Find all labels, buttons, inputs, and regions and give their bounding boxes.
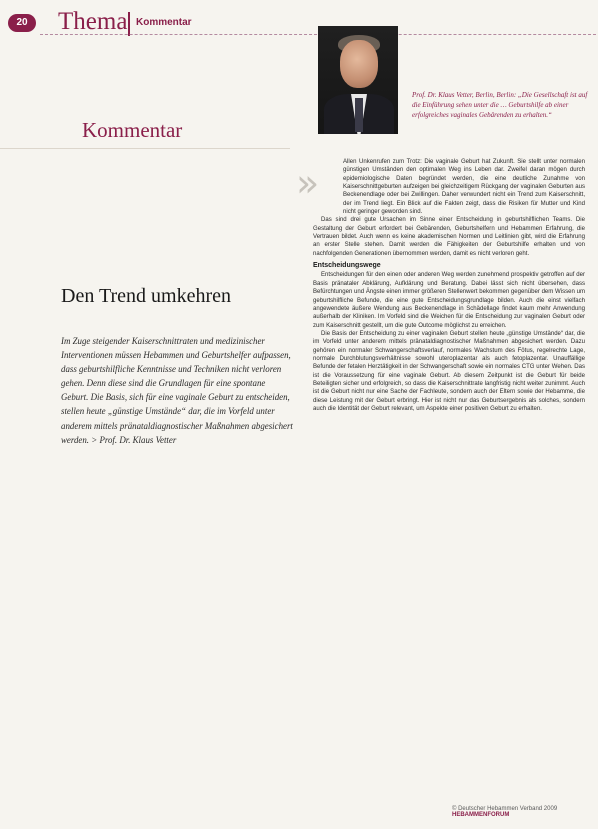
article-body (313, 158, 585, 413)
section-divider (0, 148, 290, 149)
chevron-quote-icon: » (296, 161, 320, 205)
body-paragraph: Die Basis der Entscheidung zu einer vaginalen Geburt stellen heute „günstige Umstände“ dar, die im Vorfeld unter anderem mittels pränataldiagnostischer Maßnahmen abgesichert werden. Dazu gehören ein normaler Schwangerschaftsverlauf, normales Wachstum des Fötus, regelrechte Lage, normale Durchblutungsverhältnisse sowohl uteroplazentar als auch fetoplazentar. Unauffällige Befunde der fetalen Herztätigkeit in der Schwangerschaft sowie ein normales CTG unter Wehen. Das ist die Voraussetzung für eine vaginale Geburt. Ab diesem Zeitpunkt ist die Geburt für beide Beteiligten sicher und erfolgreich, so dass die Kaiserschnittrate langfristig nicht weiter zunimmt. Auch ist die Geburt nicht nur eine Sache der Fachleute, sondern auch der Eltern sowie der Hebamme, die diese Leistung mit der Geburt erbringt. Hier ist nicht nur das Geburtsergebnis als solches, sondern auch die Identität der Geburt relevant, um Aspekte einer positiven Geburt zu erhalten. (313, 330, 585, 412)
body-subheading: Entscheidungswege (313, 262, 381, 270)
article-lead: Im Zuge steigender Kaiserschnittraten und medizinischer Interventionen müssen Hebammen und Geburtshelfer aufpassen, dass geburtshilfliche Kenntnisse und Techniken nicht verloren gehen. Denn diese sind die Grundlagen für eine spontane Geburt. Die Basis, sich für eine vaginale Geburt zu entscheiden, stellen heute „günstige Umstände“ dar, die im Vorfeld unter anderem mittels pränataldiagnostischer Maßnahmen abgesichert werden. > Prof. Dr. Klaus Vetter (61, 336, 293, 445)
footer-brand: HEBAMMENFORUM (452, 812, 510, 818)
page-footer (452, 806, 598, 818)
author-photo (318, 26, 398, 134)
section-label: Kommentar (82, 118, 183, 142)
body-paragraph: Das sind drei gute Ursachen im Sinne einer Entscheidung in geburtshilflichen Teams. Die Gestaltung der Geburt erfordert bei Gebärenden, Geburtshelfern und Hebammen Erfahrung, die Vertrauen bildet. Auch wenn es keine akademischen Normen und Leitlinien gibt, wird die Erfahrung an erster Stelle stehen. Damit werden die Fähigkeiten der Geburtshilfe erhalten und von nachfolgenden Generationen übernommen werden, damit es nicht verloren geht. (313, 217, 585, 257)
photo-caption: Prof. Dr. Klaus Vetter, Berlin, Berlin: „Die Gesellschaft ist auf die Einführung sehen unter die … Geburtshilfe ab einer erfolgreiches vaginales Gebärenden zu erhalten.“ (412, 91, 588, 119)
header-section-label: Kommentar (136, 17, 192, 28)
article-headline: Den Trend umkehren (61, 285, 231, 307)
body-paragraph: Entscheidungen für den einen oder anderen Weg werden zunehmend prospektiv getroffen auf der Basis pränataler Abklärung, Aufklärung und Beratung. Dabei lässt sich nicht übersehen, dass Befürchtungen und Ängste einen immer größeren Stellenwert bekommen gegenüber dem Wissen um geburtshilfliche Befunde, die eine gute Entscheidungsgrundlage bilden. Auch die einst vielfach angewendete äußere Wendung aus Beckenendlage in Schädellage findet kaum mehr Anwendung außerhalb der Kliniken. Im Vorfeld sind die Weichen für die Entscheidung zur vaginalen Geburt oder zum Kaiserschnitt gestellt, um die gute Outcome möglichst zu erreichen. (313, 272, 585, 329)
photo-face (340, 40, 378, 88)
header-title: Thema (58, 8, 128, 35)
photo-tie (355, 98, 363, 132)
page-number-badge: 20 (8, 14, 36, 32)
footer-text: © Deutscher Hebammen Verband 2009 (452, 806, 558, 812)
body-paragraph: Allen Unkenrufen zum Trotz: Die vaginale Geburt hat Zukunft. Sie stellt unter normalen günstigen Umständen den optimalen Weg ins Leben dar. Zweifel daran mögen durch epidemiologische Daten begründet werden, die eine deutliche Zunahme von Kaiserschnittgeburten aufzeigen bei gleichzeitigem Rückgang der vaginalen Geburten aus Beckenendlage oder bei Zwillingen. Daher verwundert nicht ein Trend zum Kaiserschnitt, der im Trend liegt. Ein Blick auf die Fakten zeigt, dass die Risiken für Mutter und Kind nicht geringer geworden sind. (343, 159, 585, 216)
header-separator (128, 12, 130, 36)
